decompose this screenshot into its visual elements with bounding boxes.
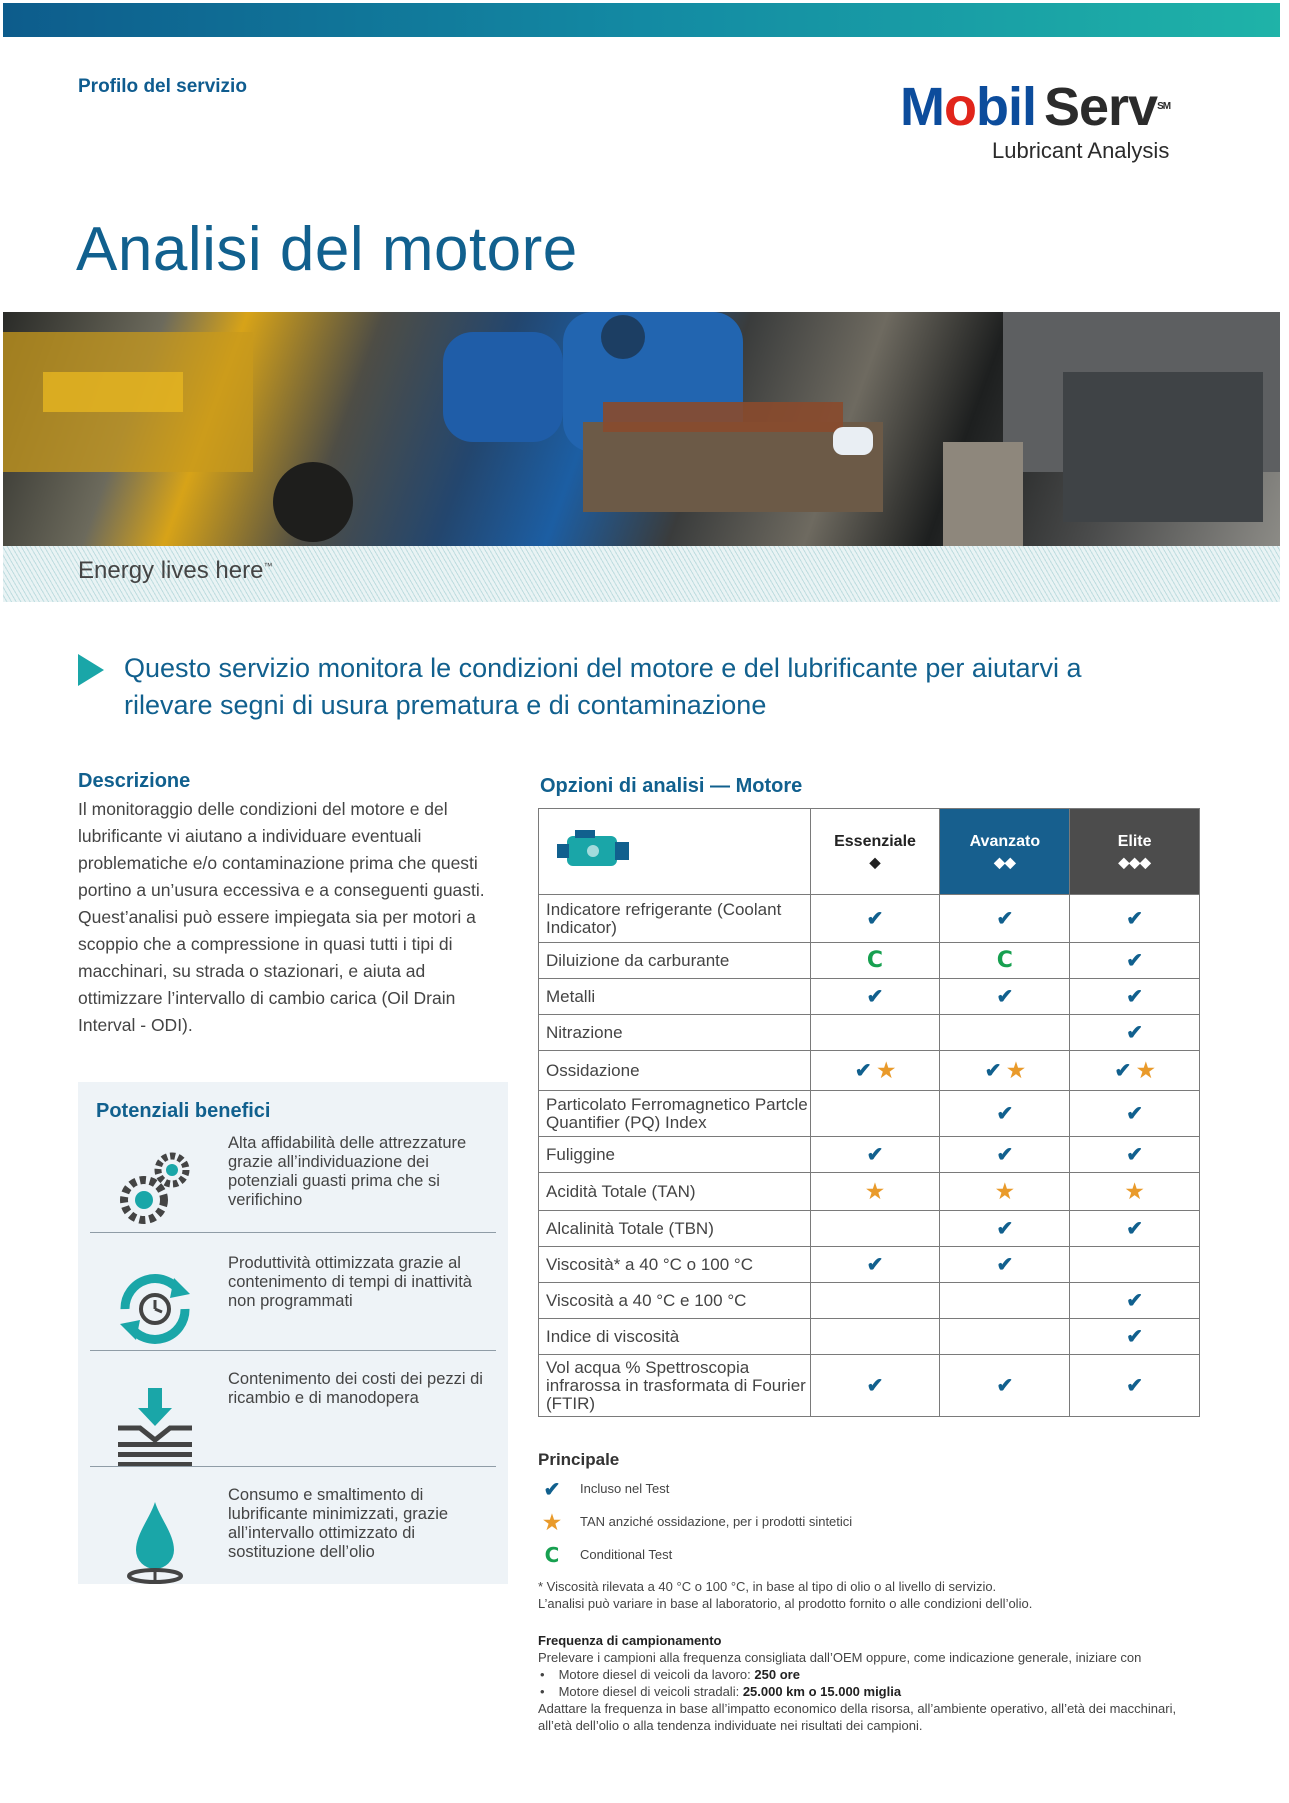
row-label: Acidità Totale (TAN)	[539, 1173, 811, 1211]
row-label: Nitrazione	[539, 1015, 811, 1051]
row-label: Indice di viscosità	[539, 1319, 811, 1355]
check-icon: ✔	[1126, 1218, 1144, 1240]
benefit-divider	[90, 1232, 496, 1233]
check-icon: ✔	[1126, 1022, 1144, 1044]
cell-essenziale	[810, 1283, 940, 1319]
cell-essenziale	[810, 1137, 940, 1173]
cell-avanzato	[940, 1137, 1070, 1173]
benefits-panel	[78, 1082, 508, 1584]
cell-avanzato	[940, 1355, 1070, 1417]
tagline: Energy lives here™	[78, 557, 273, 584]
cell-elite	[1070, 1091, 1200, 1137]
cell-avanzato	[940, 1051, 1070, 1091]
legend-item-star: ★ TAN anziché ossidazione, per i prodotti sintetici	[540, 1510, 1140, 1536]
play-arrow-icon	[78, 654, 104, 686]
legend-heading: Principale	[538, 1450, 620, 1469]
options-heading: Opzioni di analisi — Motore	[540, 775, 803, 797]
row-label: Diluizione da carburante	[539, 943, 811, 979]
engine-icon	[553, 824, 633, 874]
table-row	[539, 1173, 1200, 1211]
table-row	[539, 1211, 1200, 1247]
row-label: Vol acqua % Spettroscopia infrarossa in trasformata di Fourier (FTIR)	[539, 1355, 811, 1417]
check-icon: ✔	[866, 1375, 884, 1397]
benefits-heading: Potenziali benefici	[96, 1100, 271, 1122]
cell-elite	[1070, 1015, 1200, 1051]
hero-photo	[3, 312, 1280, 546]
benefit-divider	[90, 1350, 496, 1351]
section-label: Profilo del servizio	[78, 76, 247, 97]
cell-elite	[1070, 1319, 1200, 1355]
check-icon: ✔	[996, 908, 1014, 930]
conditional-icon: C	[866, 948, 884, 973]
cell-elite	[1070, 1247, 1200, 1283]
conditional-icon: C	[996, 948, 1013, 973]
frequency-bullet: • Motore diesel di veicoli da lavoro: 250 ore	[538, 1666, 1198, 1683]
table-row	[539, 979, 1200, 1015]
benefit-divider	[90, 1466, 496, 1467]
table-row	[539, 1091, 1200, 1137]
cell-essenziale	[810, 979, 940, 1015]
legend-item-check: ✔ Incluso nel Test	[540, 1477, 1140, 1503]
frequency-bullet: • Motore diesel di veicoli stradali: 25.000 km o 15.000 miglia	[538, 1683, 1198, 1700]
table-row	[539, 1247, 1200, 1283]
productivity-cycle-icon	[110, 1264, 200, 1354]
cell-avanzato	[940, 979, 1070, 1015]
check-icon: ✔	[996, 1218, 1014, 1240]
row-label: Viscosità a 40 °C e 100 °C	[539, 1283, 811, 1319]
cell-essenziale	[810, 1173, 940, 1211]
check-icon: ✔	[854, 1060, 872, 1082]
check-icon: ✔	[866, 986, 884, 1008]
cell-essenziale	[810, 1355, 940, 1417]
description-heading: Descrizione	[78, 770, 191, 792]
check-icon: ✔	[1114, 1060, 1132, 1082]
check-icon: ✔	[1126, 986, 1144, 1008]
cell-elite	[1070, 1137, 1200, 1173]
check-icon: ✔	[866, 1144, 884, 1166]
legend-item-conditional: C Conditional Test	[540, 1543, 1140, 1569]
table-row	[539, 1137, 1200, 1173]
footnotes: * Viscosità rilevata a 40 °C o 100 °C, in base al tipo di olio o al livello di servizio. L’analisi può variare in base al laboratorio, al prodotto fornito o alle condizioni dell’olio.	[538, 1579, 1033, 1611]
benefit-item: Contenimento dei costi dei pezzi di ricambio e di manodopera	[90, 1370, 496, 1482]
cell-avanzato	[940, 1283, 1070, 1319]
table-row	[539, 1015, 1200, 1051]
mobil-serv-logo: Mobil Serv℠ Lubricant Analysis	[900, 80, 1200, 170]
table-row	[539, 895, 1200, 943]
oil-drop-icon	[110, 1496, 200, 1586]
table-row	[539, 943, 1200, 979]
sampling-frequency: Frequenza di campionamento Prelevare i campioni alla frequenza consigliata dall’OEM oppure, come indicazione generale, iniziare con • Motore diesel di veicoli da lavoro: 250 ore • Motore diesel di veicoli stradali: 25.000 km o 15.000 miglia Adattare la frequenza in base all’impatto economico della risorsa, all’ambiente operativo, all’età dei macchinari, all’età dell’olio o alla tendenza individuate nei risultati dei campioni.	[538, 1632, 1198, 1734]
star-icon: ★	[866, 1181, 884, 1203]
cell-essenziale	[810, 1319, 940, 1355]
cell-avanzato	[940, 1015, 1070, 1051]
table-row	[539, 1051, 1200, 1091]
check-icon: ✔	[1126, 1375, 1144, 1397]
cell-avanzato	[940, 943, 1070, 979]
row-label: Metalli	[539, 979, 811, 1015]
table-row	[539, 1355, 1200, 1417]
gears-icon	[110, 1144, 200, 1234]
cell-avanzato	[940, 1247, 1070, 1283]
cell-elite	[1070, 1355, 1200, 1417]
engine-header-cell	[539, 809, 811, 895]
cell-essenziale	[810, 1211, 940, 1247]
check-icon: ✔	[996, 1144, 1014, 1166]
check-icon: ✔	[866, 908, 884, 930]
cell-elite	[1070, 1051, 1200, 1091]
row-label: Indicatore refrigerante (Coolant Indicator)	[539, 895, 811, 943]
check-icon: ✔	[1126, 1290, 1144, 1312]
check-icon: ✔	[996, 986, 1014, 1008]
row-label: Particolato Ferromagnetico Partcle Quantifier (PQ) Index	[539, 1091, 811, 1137]
star-icon: ★	[543, 1512, 561, 1534]
analysis-options-table	[538, 808, 1200, 1417]
cell-essenziale	[810, 1051, 940, 1091]
table-row	[539, 1319, 1200, 1355]
table-row	[539, 1283, 1200, 1319]
description-text: Il monitoraggio delle condizioni del motore e del lubrificante vi aiutano a individuare eventuali problematiche e/o contaminazione prima che questi portino a un’usura eccessiva e a conseguenti guasti. Quest’analisi può essere impiegata sia per motori a scoppio che a compressione in quasi tutti i tipi di macchinari, su strada o stazionari, e aiuta ad ottimizzare l’intervallo di cambio carica (Oil Drain Interval - ODI).	[78, 799, 485, 1035]
row-label: Viscosità* a 40 °C o 100 °C	[539, 1247, 811, 1283]
check-icon: ✔	[984, 1060, 1002, 1082]
star-icon: ★	[1136, 1060, 1155, 1082]
intro-statement: Questo servizio monitora le condizioni del motore e del lubrificante per aiutarvi a rilevare segni di usura prematura e di contaminazione	[124, 653, 1082, 720]
conditional-icon: C	[544, 1543, 560, 1567]
cell-elite	[1070, 1211, 1200, 1247]
star-icon: ★	[1125, 1181, 1144, 1203]
star-icon: ★	[877, 1060, 896, 1082]
cell-avanzato	[940, 1211, 1070, 1247]
check-icon: ✔	[996, 1103, 1014, 1125]
cell-elite	[1070, 1173, 1200, 1211]
cost-reduction-icon	[110, 1380, 200, 1470]
cell-avanzato	[940, 1091, 1070, 1137]
engine-workshop-image	[3, 312, 1280, 546]
row-label: Alcalinità Totale (TBN)	[539, 1211, 811, 1247]
logo-subtitle: Lubricant Analysis	[992, 138, 1170, 163]
benefit-item: Consumo e smaltimento di lubrificante minimizzati, grazie all’intervallo ottimizzato di sostituzione dell’olio	[90, 1486, 496, 1598]
cell-elite	[1070, 943, 1200, 979]
page-title: Analisi del motore	[76, 215, 578, 284]
check-icon: ✔	[543, 1479, 561, 1501]
check-icon: ✔	[1126, 1326, 1144, 1348]
benefit-item: Alta affidabilità delle attrezzature grazie all’individuazione dei potenziali guasti prima che si verifichino	[90, 1134, 496, 1246]
cell-essenziale	[810, 1015, 940, 1051]
check-icon: ✔	[996, 1375, 1014, 1397]
star-icon: ★	[1007, 1060, 1025, 1082]
cell-essenziale	[810, 943, 940, 979]
cell-essenziale	[810, 895, 940, 943]
cell-elite	[1070, 895, 1200, 943]
top-gradient-bar	[3, 3, 1280, 37]
check-icon: ✔	[1126, 950, 1144, 972]
cell-avanzato	[940, 1319, 1070, 1355]
cell-elite	[1070, 1283, 1200, 1319]
check-icon: ✔	[1126, 908, 1144, 930]
row-label: Fuliggine	[539, 1137, 811, 1173]
cell-essenziale	[810, 1247, 940, 1283]
column-avanzato: Avanzato ◆◆	[940, 809, 1070, 895]
cell-essenziale	[810, 1091, 940, 1137]
check-icon: ✔	[996, 1254, 1014, 1276]
check-icon: ✔	[866, 1254, 884, 1276]
cell-elite	[1070, 979, 1200, 1015]
cell-avanzato	[940, 1173, 1070, 1211]
check-icon: ✔	[1126, 1103, 1144, 1125]
row-label: Ossidazione	[539, 1051, 811, 1091]
cell-avanzato	[940, 895, 1070, 943]
check-icon: ✔	[1126, 1144, 1144, 1166]
column-essenziale: Essenziale ◆	[810, 809, 940, 895]
star-icon: ★	[995, 1181, 1014, 1203]
column-elite: Elite ◆◆◆	[1070, 809, 1200, 895]
benefit-item: Produttività ottimizzata grazie al contenimento di tempi di inattività non programmati	[90, 1254, 496, 1366]
